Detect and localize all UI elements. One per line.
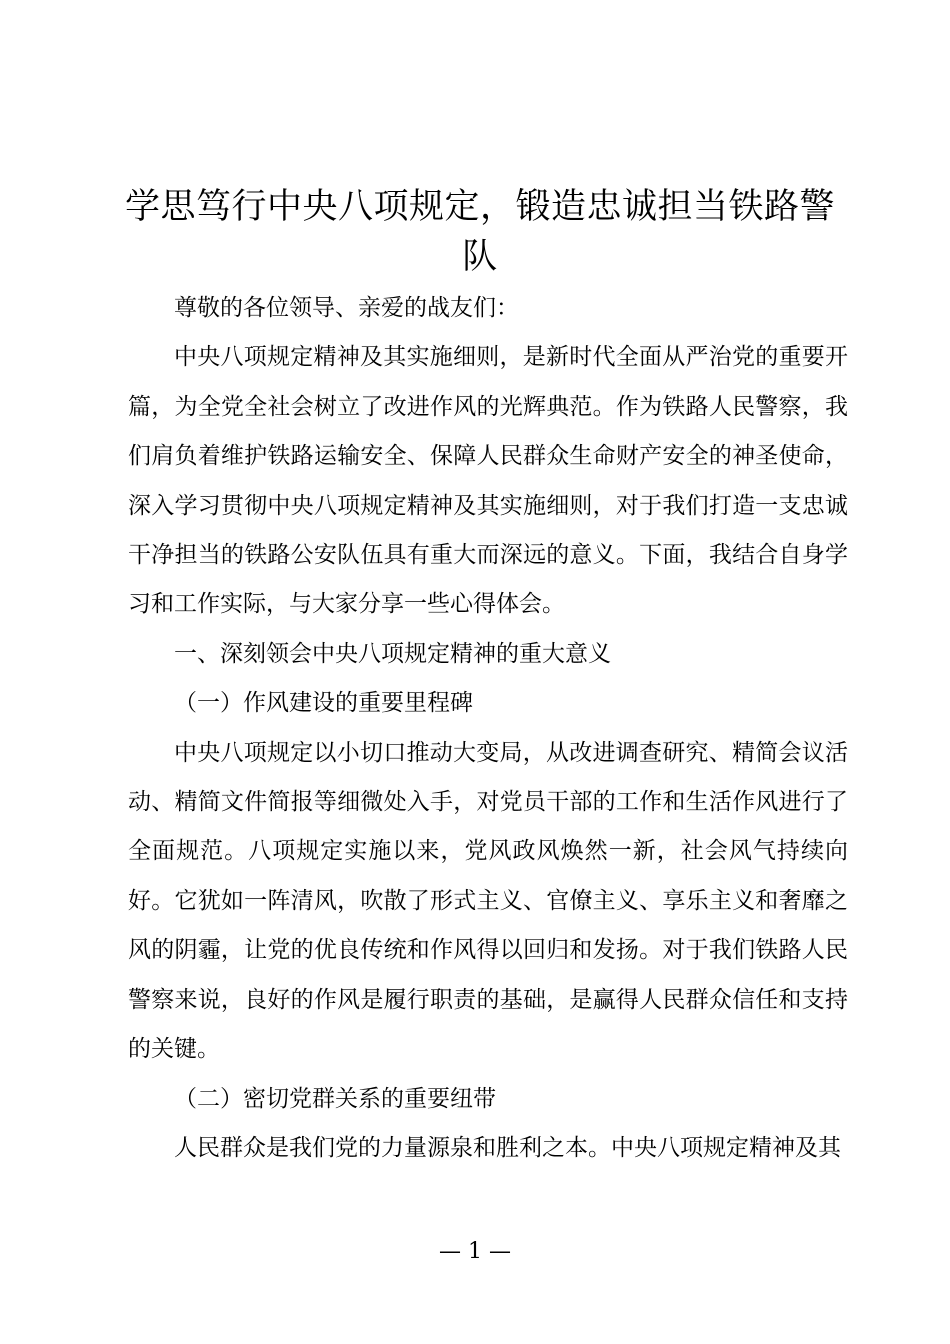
body-paragraph-2: 人民群众是我们党的力量源泉和胜利之本。中央八项规定精神及其: [174, 1134, 841, 1161]
subsection-heading-1: （一）作风建设的重要里程碑: [174, 690, 473, 717]
page-number: — 1 —: [439, 1239, 511, 1264]
body-paragraph-1: 中央八项规定以小切口推动大变局，从改进调查研究、精简会议活动、精简文件简报等细微处入手，对党员干部的工作和生活作风进行了全面规范。八项规定实施以来，党风政风焕然一新，社会风气持续向好。它犹如一阵清风，吹散了形式主义、官僚主义、享乐主义和奢靡之风的阴霾，让党的优良传统和作风得以回归和发扬。对于我们铁路人民警察来说，良好的作风是履行职责的基础，是赢得人民群众信任和支持的关键。: [128, 739, 848, 1063]
section-heading-1: 一、深刻领会中央八项规定精神的重大意义: [174, 640, 611, 667]
intro-paragraph: 中央八项规定精神及其实施细则，是新时代全面从严治党的重要开篇，为全党全社会树立了改进作风的光辉典范。作为铁路人民警察，我们肩负着维护铁路运输安全、保障人民群众生命财产安全的神圣使命，深入学习贯彻中央八项规定精神及其实施细则，对于我们打造一支忠诚干净担当的铁路公安队伍具有重大而深远的意义。下面，我结合自身学习和工作实际，与大家分享一些心得体会。: [128, 344, 848, 618]
document-title: 学思笃行中央八项规定，锻造忠诚担当铁路警队: [124, 187, 835, 277]
document-body: [128, 284, 848, 1173]
salutation-paragraph: 尊敬的各位领导、亲爱的战友们：: [174, 295, 519, 321]
subsection-heading-2: （二）密切党群关系的重要纽带: [174, 1085, 496, 1112]
